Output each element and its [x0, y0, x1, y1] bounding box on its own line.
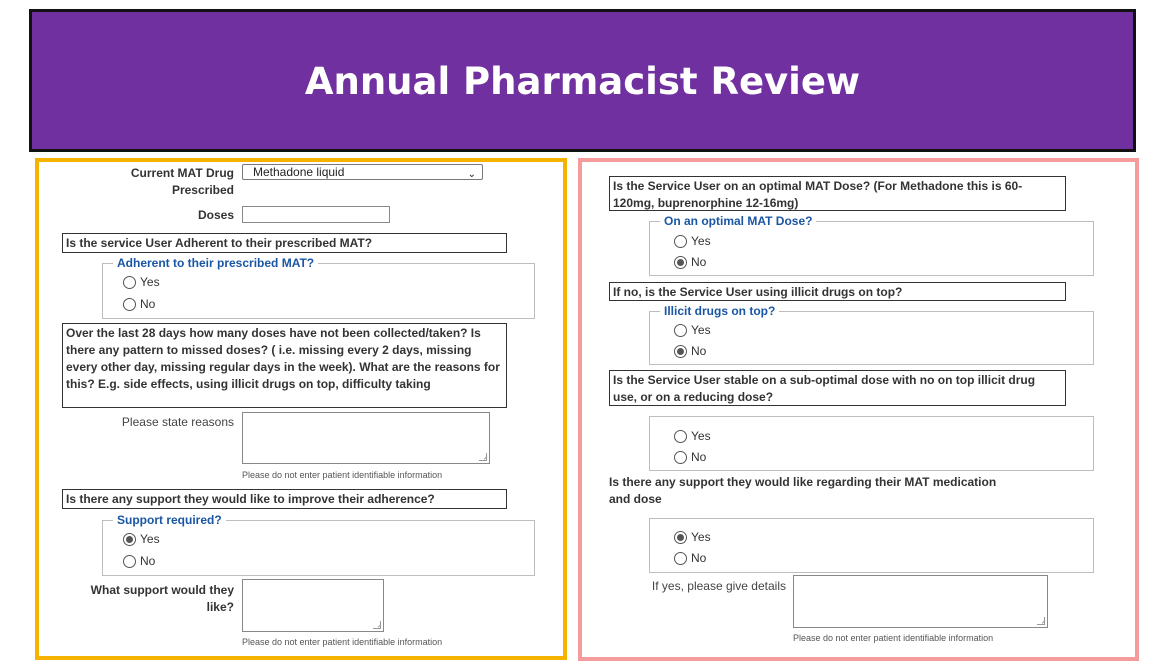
illicit-fieldset — [649, 304, 1094, 365]
radio-label: Yes — [140, 532, 160, 546]
radio-icon — [123, 276, 136, 289]
hint-text: Please do not enter patient identifiable information — [242, 637, 443, 647]
page-title: Annual Pharmacist Review — [304, 60, 861, 103]
radio-label: Yes — [140, 275, 160, 289]
chevron-down-icon: ⌄ — [467, 169, 476, 180]
radio-checked-icon — [123, 533, 136, 546]
optimal-legend: On an optimal MAT Dose? — [660, 213, 816, 229]
radio-label: No — [691, 344, 707, 358]
question-support: Is there any support they would like to improve their adherence? — [62, 489, 507, 509]
reasons-textarea[interactable] — [242, 412, 490, 464]
radio-label: Yes — [691, 323, 711, 337]
what-support-textarea[interactable] — [242, 579, 384, 632]
hint-text: Please do not enter patient identifiable information — [793, 633, 994, 643]
radio-label: No — [691, 450, 707, 464]
stable-no-radio[interactable] — [674, 449, 706, 465]
adherent-no-radio[interactable] — [123, 296, 155, 312]
adherent-yes-radio[interactable] — [123, 274, 160, 290]
adherent-legend: Adherent to their prescribed MAT? — [113, 255, 318, 271]
illicit-legend: Illicit drugs on top? — [660, 303, 779, 319]
question-adherent: Is the service User Adherent to their prescribed MAT? — [62, 233, 507, 253]
radio-icon — [674, 451, 687, 464]
optimal-no-radio[interactable] — [674, 254, 706, 270]
mat-drug-select[interactable] — [242, 164, 483, 180]
optimal-fieldset — [649, 214, 1094, 276]
doses-label: Doses — [197, 208, 234, 222]
doses-input[interactable] — [242, 206, 390, 223]
radio-icon — [674, 552, 687, 565]
radio-label: Yes — [691, 429, 711, 443]
support-legend: Support required? — [113, 512, 226, 528]
details-textarea[interactable] — [793, 575, 1048, 628]
radio-icon — [674, 235, 687, 248]
radio-label: Yes — [691, 234, 711, 248]
med-support-no-radio[interactable] — [674, 550, 706, 566]
reasons-label: Please state reasons — [121, 415, 234, 429]
radio-label: No — [140, 297, 156, 311]
question-missed-doses: Over the last 28 days how many doses have not been collected/taken? Is there any pattern to missed doses? ( i.e. missing every 2 days, missing every other day, missing regular days in the week). What are the reasons for this? E.g. side effects, using illicit drugs on top, difficulty taking — [62, 323, 507, 408]
support-yes-radio[interactable] — [123, 531, 160, 547]
med-support-fieldset — [649, 518, 1094, 573]
radio-icon — [674, 430, 687, 443]
radio-icon — [674, 324, 687, 337]
question-illicit: If no, is the Service User using illicit drugs on top? — [609, 282, 1066, 301]
support-no-radio[interactable] — [123, 553, 155, 569]
radio-icon — [123, 298, 136, 311]
question-stable: Is the Service User stable on a sub-optimal dose with no on top illicit drug use, or on a reducing dose? — [609, 370, 1066, 406]
radio-label: No — [691, 255, 707, 269]
radio-label: No — [140, 554, 156, 568]
stable-yes-radio[interactable] — [674, 428, 711, 444]
radio-checked-icon — [674, 345, 687, 358]
mat-drug-label: Current MAT Drug Prescribed — [130, 166, 234, 197]
hint-text: Please do not enter patient identifiable information — [242, 470, 443, 480]
details-label: If yes, please give details — [651, 579, 786, 593]
what-support-label: What support would they like? — [90, 583, 234, 614]
adherent-fieldset — [102, 256, 535, 319]
optimal-yes-radio[interactable] — [674, 233, 711, 249]
radio-label: No — [691, 551, 707, 565]
radio-checked-icon — [674, 256, 687, 269]
stable-fieldset — [649, 416, 1094, 471]
illicit-yes-radio[interactable] — [674, 322, 711, 338]
radio-label: Yes — [691, 530, 711, 544]
title-banner — [29, 9, 1136, 152]
illicit-no-radio[interactable] — [674, 343, 706, 359]
radio-icon — [123, 555, 136, 568]
question-med-support: Is there any support they would like regarding their MAT medication and dose — [609, 475, 997, 506]
question-optimal-dose: Is the Service User on an optimal MAT Dose? (For Methadone this is 60-120mg, buprenorphine 12-16mg) — [609, 176, 1066, 211]
med-support-yes-radio[interactable] — [674, 529, 711, 545]
support-fieldset — [102, 513, 535, 576]
mat-drug-selected-value: Methadone liquid — [253, 165, 345, 179]
radio-checked-icon — [674, 531, 687, 544]
